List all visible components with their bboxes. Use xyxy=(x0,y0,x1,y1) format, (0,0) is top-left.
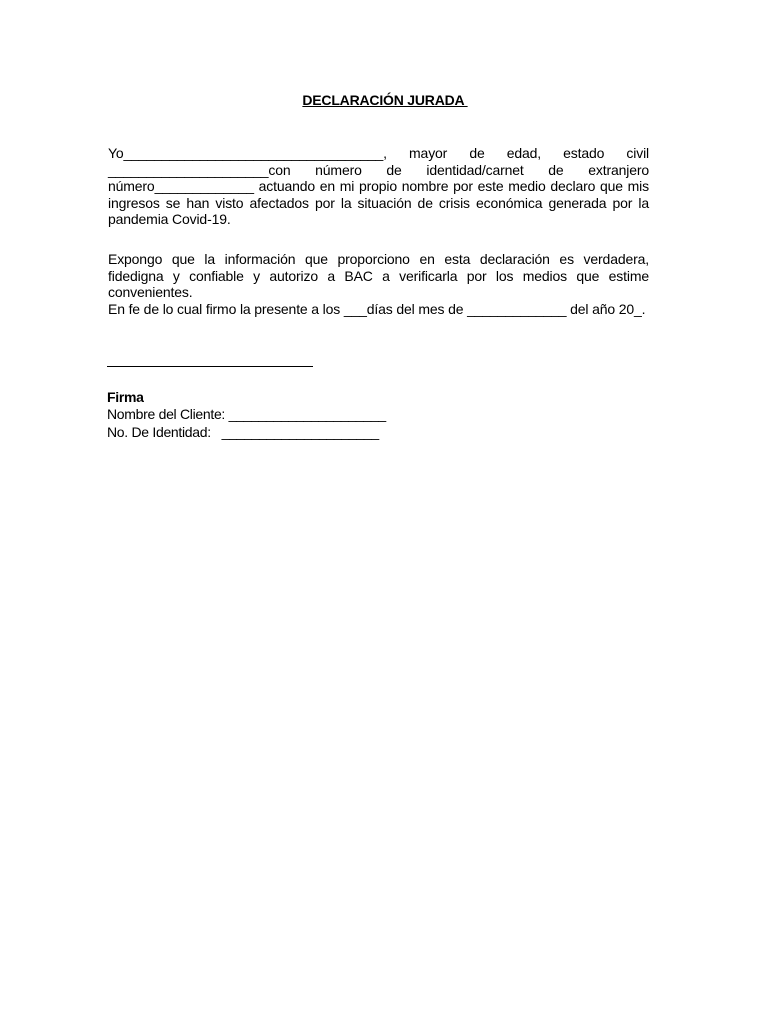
signature-line xyxy=(107,366,313,367)
client-name-field: Nombre del Cliente: _____________________ xyxy=(107,406,386,422)
signing-date-paragraph: En fe de lo cual firmo la presente a los ___días del mes de _____________ del año 20_. xyxy=(108,301,646,317)
declaration-paragraph: Yo__________________________________, mayor de edad, estado civil _____________________con número de identidad/carnet de extranjero número_____________ actuando en mi propio nombre por este medio declaro que mis ingresos se han visto afectados por la situación de crisis económica generada por la pandemia Covid-19. xyxy=(108,145,649,227)
authorization-paragraph: Expongo que la información que proporciono en esta declaración es verdadera, fidedigna y confiable y autorizo a BAC a verificarla por los medios que estime convenientes. xyxy=(108,251,649,300)
signature-label: Firma xyxy=(107,389,144,405)
document-title: DECLARACIÓN JURADA xyxy=(302,92,468,108)
identity-number-field: No. De Identidad: _____________________ xyxy=(107,424,379,440)
